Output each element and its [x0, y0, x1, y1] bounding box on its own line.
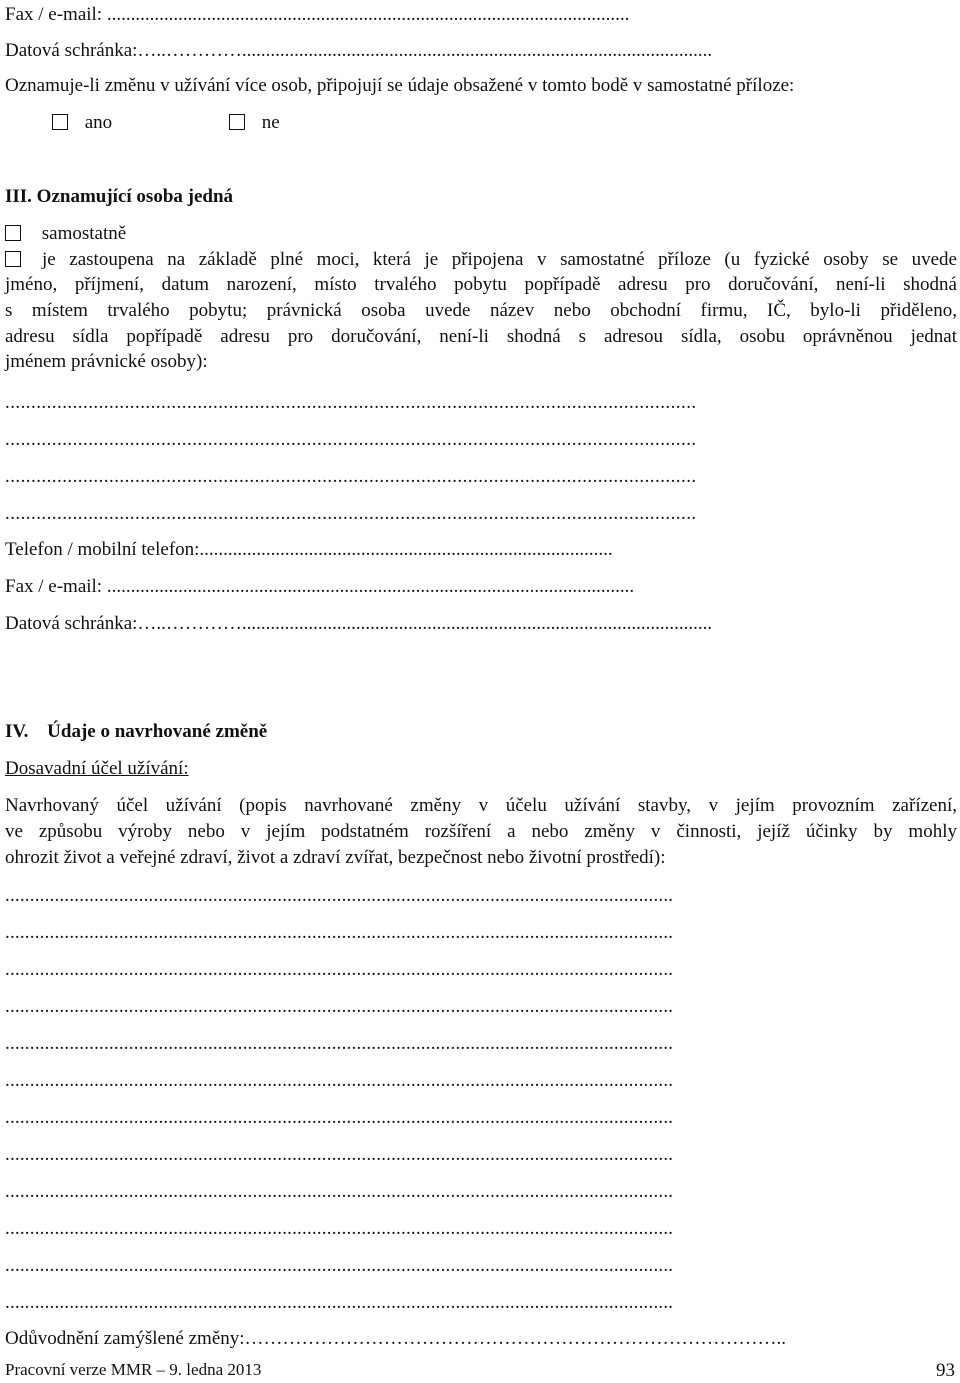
proposed-line-2: ve způsobu výroby nebo v jejím podstatném rozšíření a nebo změny v činnosti, jejíž účinky by mohly	[5, 820, 957, 842]
ano-label: ano	[84, 112, 113, 133]
section-iv-heading	[5, 721, 267, 744]
dot-line: .......................................................................................................................................	[5, 1218, 674, 1239]
dot-line: .....................................................................................................................................	[5, 466, 697, 487]
dot-line: .....................................................................................................................................	[5, 392, 697, 413]
section-iv-number: IV.	[5, 721, 29, 742]
multi-persons-question: Oznamuje-li změnu v užívání více osob, připojují se údaje obsažené v tomto bodě v samostatné příloze:	[5, 75, 795, 96]
dot-line: .......................................................................................................................................	[5, 922, 674, 943]
dot-line: .......................................................................................................................................	[5, 1144, 674, 1165]
section-iii-heading: III. Oznamující osoba jedná	[5, 186, 234, 207]
dot-line: .......................................................................................................................................	[5, 959, 674, 980]
dot-line: .......................................................................................................................................	[5, 1292, 674, 1313]
section-iv-title: Údaje o navrhované změně	[47, 721, 268, 742]
proposed-line-1: Navrhovaný účel užívání (popis navrhované změny v účelu užívání stavby, v jejím provozním zařízení,	[5, 795, 957, 816]
fax-email-line: Fax / e-mail: ...............................................................................................................	[5, 576, 635, 597]
dot-line: .......................................................................................................................................	[5, 885, 674, 906]
datova-schranka-line: Datová schránka:…..…………...................................................................................................	[5, 613, 713, 634]
zastoupena-text-cont	[5, 274, 957, 374]
ne-checkbox[interactable]	[229, 114, 245, 130]
dot-line: .......................................................................................................................................	[5, 996, 674, 1017]
dot-line: .....................................................................................................................................	[5, 503, 697, 524]
proposed-line-3: ohrozit život a veřejné zdraví, život a zdraví zvířat, bezpečnost nebo životní prostředí):	[5, 846, 666, 868]
samostatne-checkbox[interactable]	[5, 225, 21, 241]
current-use-label: Dosavadní účel užívání:	[5, 758, 189, 779]
dot-line: .....................................................................................................................................	[5, 429, 697, 450]
zastoupena-line-5: jménem právnické osoby):	[5, 351, 208, 373]
footer-version: Pracovní verze MMR – 9. ledna 2013	[5, 1360, 262, 1379]
zastoupena-line-3: s místem trvalého pobytu; právnická osoba uvede název nebo obchodní firmu, IČ, bylo-li přiděleno,	[5, 299, 957, 321]
dot-line: .......................................................................................................................................	[5, 1255, 674, 1276]
ne-label: ne	[261, 112, 280, 133]
option-zastoupena-text	[5, 249, 957, 272]
current-use-line	[5, 758, 519, 781]
dot-line: .......................................................................................................................................	[5, 1107, 674, 1128]
option-samostatne	[5, 223, 126, 246]
justification-line: Odůvodnění zamýšlené změny:…………………………………………………………………………..	[5, 1328, 787, 1349]
zastoupena-line-1: je zastoupena na základě plné moci, která je připojena v samostatné příloze (u fyzické osoby se uvede	[42, 249, 957, 270]
dot-line: .......................................................................................................................................	[5, 1033, 674, 1054]
proposed-use-text	[5, 795, 957, 869]
dot-line: .......................................................................................................................................	[5, 1070, 674, 1091]
multi-persons-options	[52, 112, 280, 135]
page-number: 93	[936, 1360, 955, 1381]
zastoupena-line-4: adresu sídla popřípadě adresu pro doručování, není-li shodná s adresou sídla, osobu oprávněnou jednat	[5, 325, 957, 347]
zastoupena-line-2: jméno, příjmení, datum narození, místo trvalého pobytu popřípadě adresu pro doručování, není-li shodná	[5, 274, 957, 295]
ano-checkbox[interactable]	[52, 114, 68, 130]
dot-line: .......................................................................................................................................	[5, 1181, 674, 1202]
datova-schranka-line-top: Datová schránka:…..…………...................................................................................................	[5, 40, 713, 61]
samostatne-label: samostatně	[41, 223, 127, 244]
phone-line: Telefon / mobilní telefon:.......................................................................................	[5, 539, 613, 560]
fax-email-line-top: Fax / e-mail: ..............................................................................................................	[5, 4, 630, 25]
